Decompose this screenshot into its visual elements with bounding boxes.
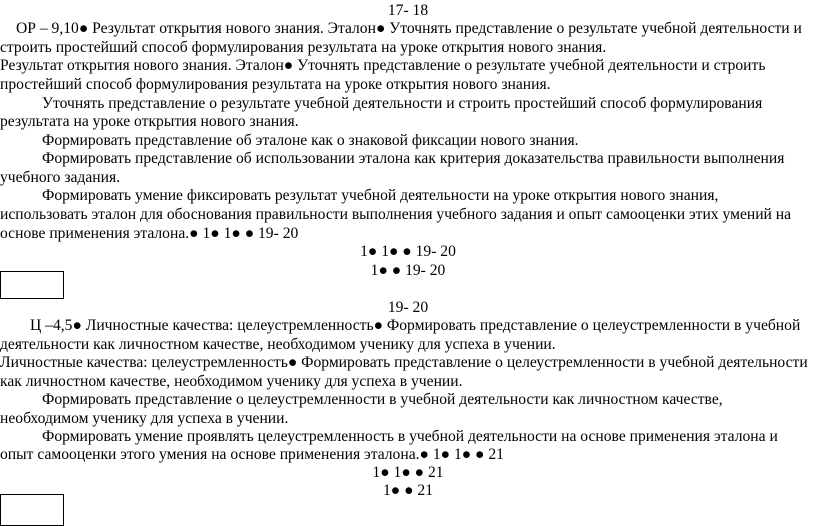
- section1-line-10: Формировать умение фиксировать результат учебной деятельности на уроке открытия нового знания,: [42, 187, 719, 204]
- section2-line-7: Формировать умение проявлять целеустремленность в учебной деятельности на основе применения эталона и: [42, 428, 778, 445]
- section2-line-6: необходимом ученику для успеха в учении.: [0, 410, 289, 427]
- section1-line-2: строить простейший способ формулирования результата на уроке открытия нового знания.: [0, 39, 607, 56]
- section2-line-8: опыт самооценки этого умения на основе применения эталона.● 1● 1● ● 21: [0, 446, 504, 463]
- text-box-placeholder: [0, 271, 64, 299]
- section2-heading: 19- 20: [387, 299, 429, 316]
- section1-centered-1: 1● 1● ● 19- 20: [360, 243, 456, 260]
- section1-heading: 17- 18: [387, 2, 429, 19]
- section1-line-3: Результат открытия нового знания. Эталон● Уточнять представление о результате учебной деятельности и строить: [0, 57, 766, 74]
- section2-line-2: деятельности как личностном качестве, необходимом ученику для успеха в учении.: [0, 336, 556, 353]
- section1-line-7: Формировать представление об эталоне как о знаковой фиксации нового знания.: [42, 132, 579, 149]
- section1-line-6: результата на уроке открытия нового знания.: [0, 113, 299, 130]
- section1-line-8: Формировать представление об использовании эталона как критерия доказательства правильности выполнения: [42, 150, 785, 167]
- section2-line-5: Формировать представление о целеустремленности в учебной деятельности как личностном качестве,: [42, 391, 723, 408]
- section1-line-4: простейший способ формулирования результата на уроке открытия нового знания.: [0, 76, 551, 93]
- section1-centered-2: 1● ● 19- 20: [370, 262, 446, 279]
- section1-line-1: ОР – 9,10● Результат открытия нового знания. Эталон● Уточнять представление о результате учебной деятельности и: [16, 20, 802, 37]
- section2-centered-2: 1● ● 21: [382, 482, 434, 499]
- section2-line-4: как личностном качестве, необходимом ученику для успеха в учении.: [0, 373, 463, 390]
- section1-line-9: учебного задания.: [0, 169, 121, 186]
- section2-line-1: Ц –4,5● Личностные качества: целеустремленность● Формировать представление о целеустремленности в учебной: [30, 317, 801, 334]
- section2-centered-1: 1● 1● ● 21: [372, 464, 444, 481]
- section1-line-5: Уточнять представление о результате учебной деятельности и строить простейший способ формулирования: [42, 95, 763, 112]
- section1-line-12: основе применения эталона.● 1● 1● ● 19- 20: [0, 225, 299, 242]
- section1-line-11: использовать эталон для обоснования правильности выполнения учебного задания и опыт самооценки этих умений на: [0, 206, 792, 223]
- section2-line-3: Личностные качества: целеустремленность● Формировать представление о целеустремленности в учебной деятельности: [0, 354, 808, 371]
- text-box-placeholder-2: [0, 494, 64, 526]
